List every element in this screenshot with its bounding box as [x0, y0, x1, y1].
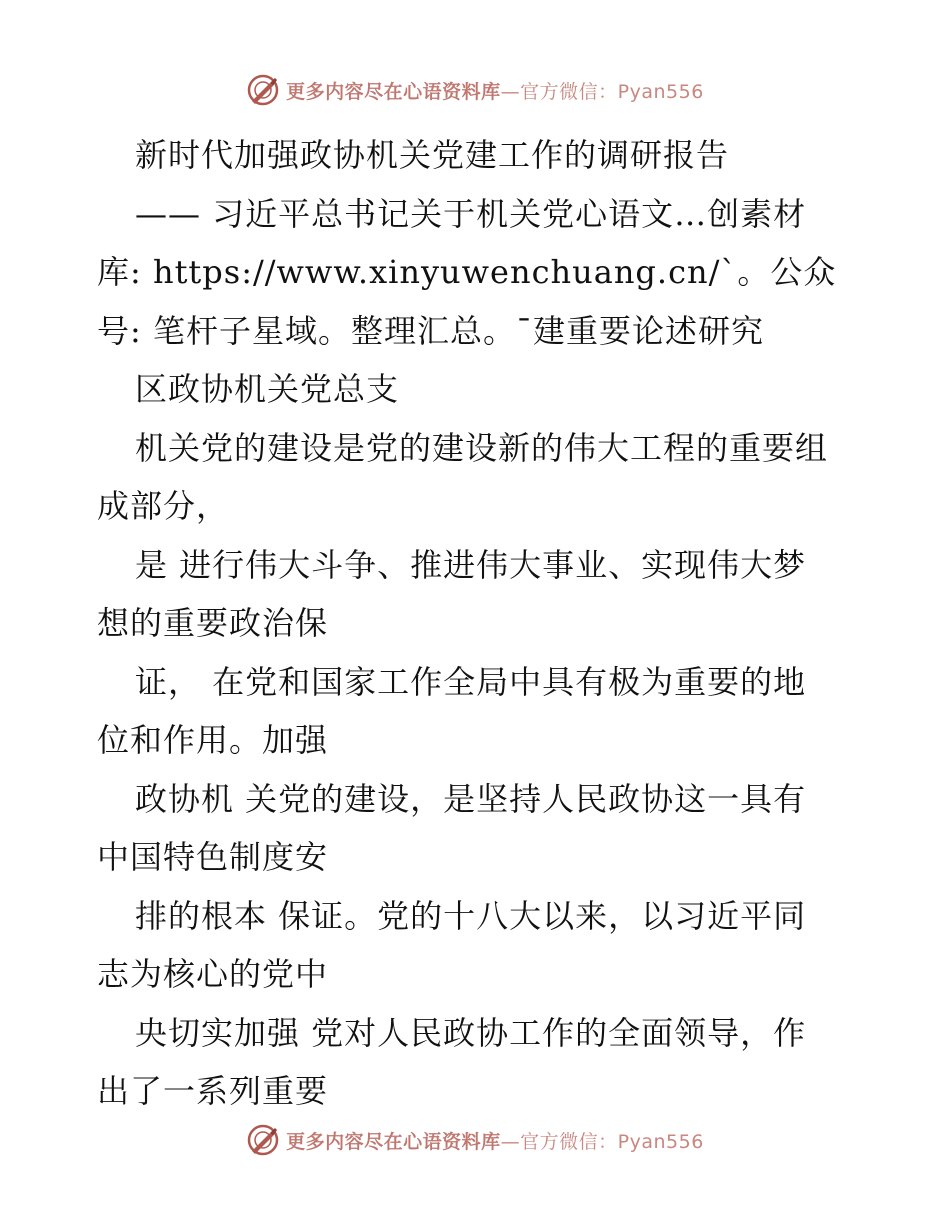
footer-watermark-banner — [0, 1120, 950, 1160]
text-line: 号: 笔杆子星域。整理汇总。¯建重要论述研究 — [97, 311, 764, 350]
text-line: —— 习近平总书记关于机关党心语文…创素材 — [135, 194, 807, 233]
text-line: 想的重要政治保 — [97, 604, 329, 642]
text-line: 出了一系列重要 — [97, 1072, 329, 1110]
pen-logo-icon — [246, 73, 280, 107]
pen-logo-icon — [246, 1123, 280, 1157]
document-body — [97, 126, 857, 1121]
document-title: 新时代加强政协机关党建工作的调研报告 — [135, 136, 730, 174]
header-banner-main-text: 更多内容尽在心语资料库 — [286, 80, 501, 103]
text-line: 政协机 关党的建设，是坚持人民政协这一具有 — [135, 779, 807, 818]
author-line: 区政协机关党总支 — [135, 370, 400, 408]
footer-banner-sub-text: 官方微信：Pyan556 — [520, 1130, 704, 1153]
text-line: 央切实加强 党对人民政协工作的全面领导，作 — [135, 1013, 807, 1052]
text-line: 中国特色制度安 — [97, 838, 329, 876]
header-banner-sub-text: 官方微信：Pyan556 — [520, 80, 704, 103]
text-line: 位和作用。加强 — [97, 721, 329, 759]
text-line: 排的根本 保证。党的十八大以来，以习近平同 — [135, 896, 807, 935]
footer-banner-main-text: 更多内容尽在心语资料库 — [286, 1130, 501, 1153]
text-line: 成部分， — [97, 487, 230, 525]
header-banner-separator: — — [500, 80, 521, 103]
footer-banner-separator: — — [500, 1130, 521, 1153]
text-line: 库: https://www.xinyuwenchuang.cn/`。公众 — [97, 253, 837, 291]
text-line: 志为核心的党中 — [97, 955, 329, 993]
header-watermark-banner — [0, 70, 950, 110]
text-line: 证， 在党和国家工作全局中具有极为重要的地 — [135, 662, 807, 701]
text-line: 是 进行伟大斗争、推进伟大事业、实现伟大梦 — [135, 545, 807, 584]
text-line: 机关党的建设是党的建设新的伟大工程的重要组 — [135, 428, 829, 467]
